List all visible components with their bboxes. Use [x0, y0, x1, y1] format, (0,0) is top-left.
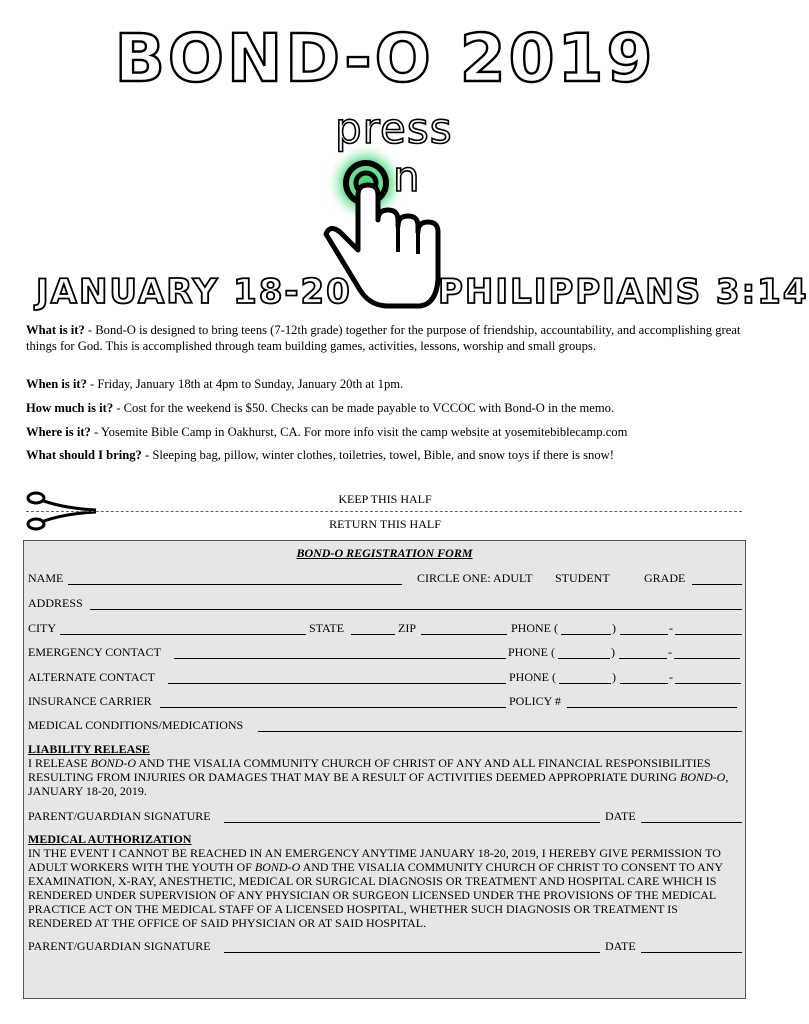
- signature-field-1[interactable]: [224, 822, 600, 823]
- phone-line-field[interactable]: [675, 634, 742, 635]
- tagline-press: press: [335, 104, 453, 153]
- name-field[interactable]: [68, 584, 402, 585]
- student-option[interactable]: STUDENT: [555, 571, 610, 585]
- phone-area-field[interactable]: [561, 634, 611, 635]
- emergency-phone-label: PHONE (: [508, 645, 555, 659]
- medical-conditions-field[interactable]: [258, 731, 742, 732]
- phone-dash: -: [669, 670, 673, 684]
- phone-paren: ): [612, 621, 616, 635]
- phone-dash: -: [669, 621, 673, 635]
- phone-dash: -: [668, 645, 672, 659]
- alternate-phone-prefix[interactable]: [620, 683, 668, 684]
- emergency-phone-prefix[interactable]: [619, 658, 667, 659]
- phone-prefix-field[interactable]: [620, 634, 668, 635]
- liability-text: I RELEASE BOND-O AND THE VISALIA COMMUNITY CHURCH OF CHRIST OF ANY AND ALL FINANCIAL RESPONSIBILITIES RESULTING FROM INJURIES OR DAMAGES THAT MAY BE A RESULT OF ACTIVITIES DEEMED APPROPRIATE DURING BOND-O, JANUARY 18-20, 2019.: [28, 756, 729, 798]
- address-label: ADDRESS: [28, 596, 83, 610]
- date-field-1[interactable]: [641, 822, 742, 823]
- name-label: NAME: [28, 571, 64, 585]
- city-label: CITY: [28, 621, 56, 635]
- circle-one-adult[interactable]: CIRCLE ONE: ADULT: [417, 571, 533, 585]
- medical-conditions-label: MEDICAL CONDITIONS/MEDICATIONS: [28, 718, 244, 732]
- zip-field[interactable]: [421, 634, 507, 635]
- policy-field[interactable]: [567, 707, 737, 708]
- signature-field-2[interactable]: [224, 952, 600, 953]
- info-bring: What should I bring? - Sleeping bag, pillow, winter clothes, toiletries, towel, Bible, and snow toys if there is snow!: [26, 448, 614, 462]
- emergency-phone-area[interactable]: [558, 658, 610, 659]
- info-what: What is it? - Bond-O is designed to bring teens (7-12th grade) together for the purpose of friendship, accountability, and accomplishing great things for God. This is accomplished through team building games, activities, lessons, worship and small groups.: [26, 323, 741, 353]
- alternate-phone-line[interactable]: [675, 683, 741, 684]
- phone-paren: ): [611, 645, 615, 659]
- cut-line: [26, 511, 742, 512]
- page-title: BOND-O 2019: [114, 20, 656, 97]
- state-field[interactable]: [351, 634, 395, 635]
- date-label-2: DATE: [605, 939, 636, 953]
- info-where: Where is it? - Yosemite Bible Camp in Oakhurst, CA. For more info visit the camp website at yosemitebiblecamp.com: [26, 425, 628, 439]
- date-label-1: DATE: [605, 809, 636, 823]
- dates-banner: JANUARY 18-20: [36, 272, 352, 312]
- signature-label-2: PARENT/GUARDIAN SIGNATURE: [28, 939, 211, 953]
- phone-label: PHONE (: [511, 621, 558, 635]
- alternate-phone-label: PHONE (: [509, 670, 556, 684]
- tagline-on: n: [393, 152, 421, 201]
- zip-label: ZIP: [398, 621, 416, 635]
- alternate-phone-area[interactable]: [559, 683, 611, 684]
- liability-title: LIABILITY RELEASE: [28, 742, 150, 756]
- return-half-label: RETURN THIS HALF: [329, 517, 441, 531]
- address-field[interactable]: [90, 609, 742, 610]
- grade-label: GRADE: [644, 571, 686, 585]
- phone-paren: ): [612, 670, 616, 684]
- signature-label-1: PARENT/GUARDIAN SIGNATURE: [28, 809, 211, 823]
- city-field[interactable]: [60, 634, 306, 635]
- info-when: When is it? - Friday, January 18th at 4pm to Sunday, January 20th at 1pm.: [26, 377, 404, 391]
- state-label: STATE: [309, 621, 345, 635]
- insurance-field[interactable]: [160, 707, 506, 708]
- emergency-field[interactable]: [174, 658, 506, 659]
- alternate-label: ALTERNATE CONTACT: [28, 670, 155, 684]
- medical-auth-text: IN THE EVENT I CANNOT BE REACHED IN AN EMERGENCY ANYTIME JANUARY 18-20, 2019, I HEREBY GIVE PERMISSION TO ADULT WORKERS WITH THE YOUTH OF BOND-O AND THE VISALIA COMMUNITY CHURCH OF CHRIST TO CONSENT TO ANY EXAMINATION, X-RAY, ANESTHETIC, MEDICAL OR SURGICAL DIAGNOSIS OR TREATMENT AND HOSPITAL CARE WHICH IS RENDERED UNDER SUPERVISION OF ANY PHYSICIAN OR SURGEON LICENSED UNDER THE PROVISIONS OF THE MEDICAL PRACTICE ACT ON THE MEDICAL STAFF OF A LICENSED HOSPITAL, WHETHER SUCH DIAGNOSIS OR TREATMENT IS RENDERED AT THE OFFICE OF SAID PHYSICIAN OR AT SAID HOSPITAL.: [28, 846, 723, 930]
- policy-label: POLICY #: [509, 694, 561, 708]
- grade-field[interactable]: [692, 584, 742, 585]
- info-cost: How much is it? - Cost for the weekend is $50. Checks can be made payable to VCCOC with Bond-O in the memo.: [26, 401, 615, 415]
- registration-form: [23, 540, 746, 999]
- keep-half-label: KEEP THIS HALF: [338, 492, 432, 506]
- verse-banner: PHILIPPIANS 3:14: [438, 272, 809, 312]
- form-title: BOND-O REGISTRATION FORM: [296, 546, 473, 560]
- emergency-phone-line[interactable]: [674, 658, 740, 659]
- insurance-label: INSURANCE CARRIER: [28, 694, 152, 708]
- alternate-field[interactable]: [168, 683, 506, 684]
- date-field-2[interactable]: [641, 952, 742, 953]
- medical-auth-title: MEDICAL AUTHORIZATION: [28, 832, 192, 846]
- emergency-label: EMERGENCY CONTACT: [28, 645, 161, 659]
